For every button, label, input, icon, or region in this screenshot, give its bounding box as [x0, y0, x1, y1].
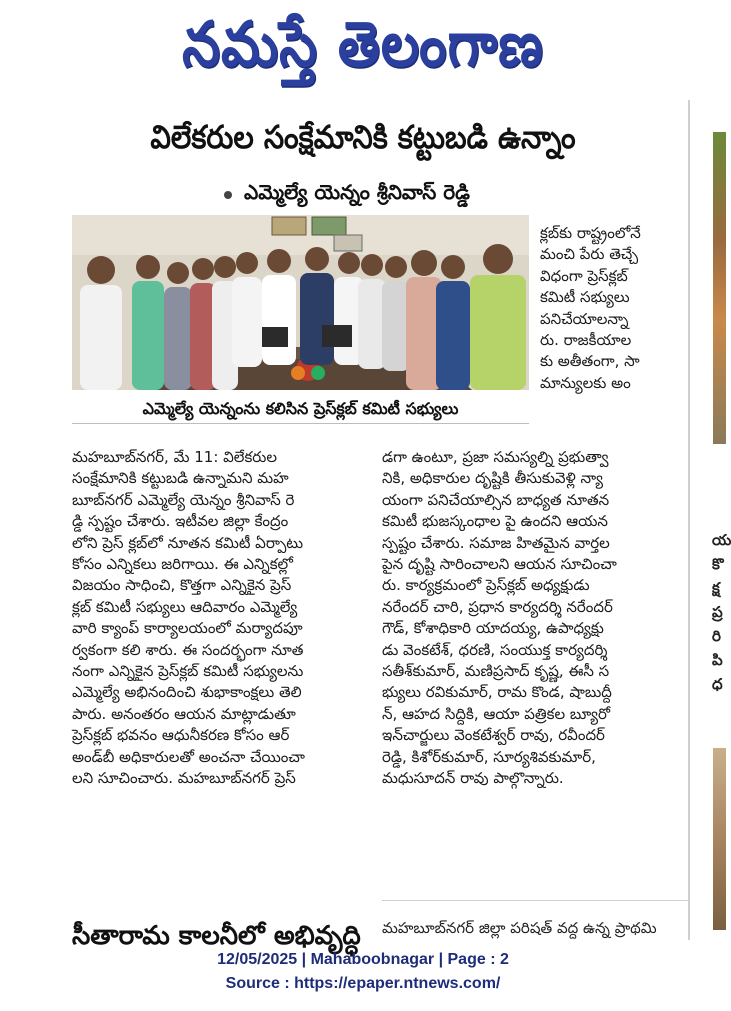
source-link[interactable]: Source : https://epaper.ntnews.com/: [225, 975, 501, 992]
text-line: కమిటీ భుజస్కంధాల పై ఉందని ఆయన: [382, 512, 608, 531]
edition-info: 12/05/2025 | Mahaboobnagar | Page : 2: [217, 951, 509, 968]
text-line: సతీశ్‌కుమార్, మణిప్రసాద్ కృష్ణ, ఈసీ స: [382, 662, 610, 681]
text-line: పైన దృష్టి సారించాలని ఆయన సూచించా: [382, 555, 617, 574]
text-line: రు. కార్యక్రమంలో ప్రెస్‌క్లబ్ అధ్యక్షుడు: [382, 576, 590, 595]
text-line: బూబ్‌నగర్ ఎమ్మెల్యే యెన్నం శ్రీనివాస్ రె: [72, 490, 295, 509]
text-line: నరేందర్ చారి, ప్రధాన కార్యదర్శి నరేందర్: [382, 597, 613, 616]
next-article-headline: సీతారామ కాలనీలో అభివృద్ధి: [72, 921, 361, 951]
text-line: సంక్షేమానికి కట్టుబడి ఉన్నామని మహ: [72, 469, 289, 488]
text-line: నికి, అధికారుల దృష్టికి తీసుకువెళ్లి న్యా: [382, 469, 603, 488]
newspaper-masthead: [0, 0, 726, 90]
adjacent-article-text: య కొ క్ష ప్ర రి పి ధ: [712, 531, 731, 693]
text-line: స్పష్టం చేశారు. సమాజ హితమైన వార్తల: [382, 533, 610, 552]
text-line: క్లబ్‌కు రాష్ట్రంలోనే: [540, 224, 641, 242]
text-line: వారి క్యాంప్ కార్యాలయంలో మర్యాదపూ: [72, 619, 303, 638]
text-line: ప్రెస్‌క్లబ్ భవనం ఆధునీకరణ కోసం ఆర్: [72, 726, 290, 745]
text-line: నంగా ఎన్నికైన ప్రెస్‌క్లబ్ కమిటీ సభ్యులను: [72, 662, 304, 681]
adjacent-article-photo-lower: [713, 748, 726, 930]
text-line: మహబూబ్‌నగర్, మే 11: విలేకరుల: [72, 448, 277, 466]
text-line: లోని ప్రెస్ క్లబ్‌లో నూతన కమిటీ ఏర్పాటు: [72, 533, 304, 552]
text-line: లని సూచించారు. మహబూబ్‌నగర్ ప్రెస్: [72, 769, 296, 788]
article-column-left: [72, 447, 371, 790]
article-headline: విలేకరుల సంక్షేమానికి కట్టుబడి ఉన్నాం: [150, 118, 576, 156]
text-line: భ్యులు రవికుమార్, రామ కొండ, షాబుద్దీ: [382, 683, 612, 702]
text-line: కు అతీతంగా, సా: [540, 352, 640, 371]
text-line: డు వెంకటేశ్, ధరణి, సంయుక్త కార్యదర్శి: [382, 640, 608, 659]
text-line: డ్డి స్పష్టం చేశారు. ఇటీవల జిల్లా కేంద్రం: [72, 512, 289, 531]
text-line: విధంగా ప్రెస్‌క్లబ్: [540, 266, 628, 285]
text-line: న్, ఆహద సిద్దికి, ఆయా పత్రికల బ్యూరో: [382, 704, 611, 723]
text-line: ఇన్‌చార్జులు వెంకటేశ్వర్ రావు, రవీందర్: [382, 726, 605, 745]
text-line: రెడ్డి, కిశోర్‌కుమార్, సూర్యశివకుమార్,: [382, 747, 596, 766]
bullet-icon: [224, 191, 232, 199]
group-photo-illustration: [72, 215, 529, 390]
text-line: అండ్‌బీ అధికారులతో అంచనా చేయించా: [72, 747, 305, 766]
text-line: పనిచేయాలన్నా: [540, 309, 629, 328]
text-line: పారు. అనంతరం ఆయన మాట్లాడుతూ: [72, 704, 296, 723]
text-line: విజయం సాధించి, కొత్తగా ఎన్నికైన ప్రెస్: [72, 576, 292, 595]
text-line: గౌడ్, కోశాధికారి యాదయ్య, ఉపాధ్యక్షు: [382, 619, 604, 638]
text-line: రు. రాజకీయాల: [540, 331, 632, 350]
byline-text: ఎమ్మెల్యే యెన్నం శ్రీనివాస్ రెడ్డి: [244, 180, 470, 204]
adjacent-article-photo: [713, 132, 726, 444]
article-photo: [72, 215, 529, 390]
masthead-title: నమస్తే తెలంగాణ: [182, 8, 544, 81]
column-divider: [688, 100, 690, 940]
text-line: యంగా పనిచేయాల్సిన బాధ్యత నూతన: [382, 490, 610, 509]
text-line: కోసం ఎన్నికలు జరిగాయి. ఈ ఎన్నికల్లో: [72, 555, 293, 574]
text-line: కమిటీ సభ్యులు: [540, 288, 630, 307]
text-line: క్లబ్ కమిటీ సభ్యులు ఆదివారం ఎమ్మెల్యే: [72, 597, 298, 616]
article-column-right: [382, 447, 684, 790]
text-line: మంచి పేరు తెచ్చే: [540, 245, 639, 264]
next-article-text: మహబూబ్‌నగర్ జిల్లా పరిషత్ వద్ద ఉన్న ప్రాథమి: [382, 919, 657, 937]
text-line: మాన్యులకు అం: [540, 373, 631, 392]
page-footer: [0, 948, 726, 996]
text-line: మధుసూదన్ రావు పాల్గొన్నారు.: [382, 769, 564, 788]
text-line: ఎమ్మెల్యే అభినందించి శుభాకాంక్షలు తెలి: [72, 683, 302, 702]
photo-caption: ఎమ్మెల్యే యెన్నంను కలిసిన ప్రెస్‌క్లబ్ కమిటీ సభ్యులు: [72, 395, 529, 424]
text-line: ర్వకంగా కలి శారు. ఈ సందర్భంగా నూత: [72, 640, 304, 659]
section-divider: [382, 900, 690, 901]
article-byline: [224, 180, 470, 209]
text-line: డగా ఉంటూ, ప్రజా సమస్యల్ని ప్రభుత్వా: [382, 448, 609, 466]
article-column-right-top: [540, 223, 680, 394]
